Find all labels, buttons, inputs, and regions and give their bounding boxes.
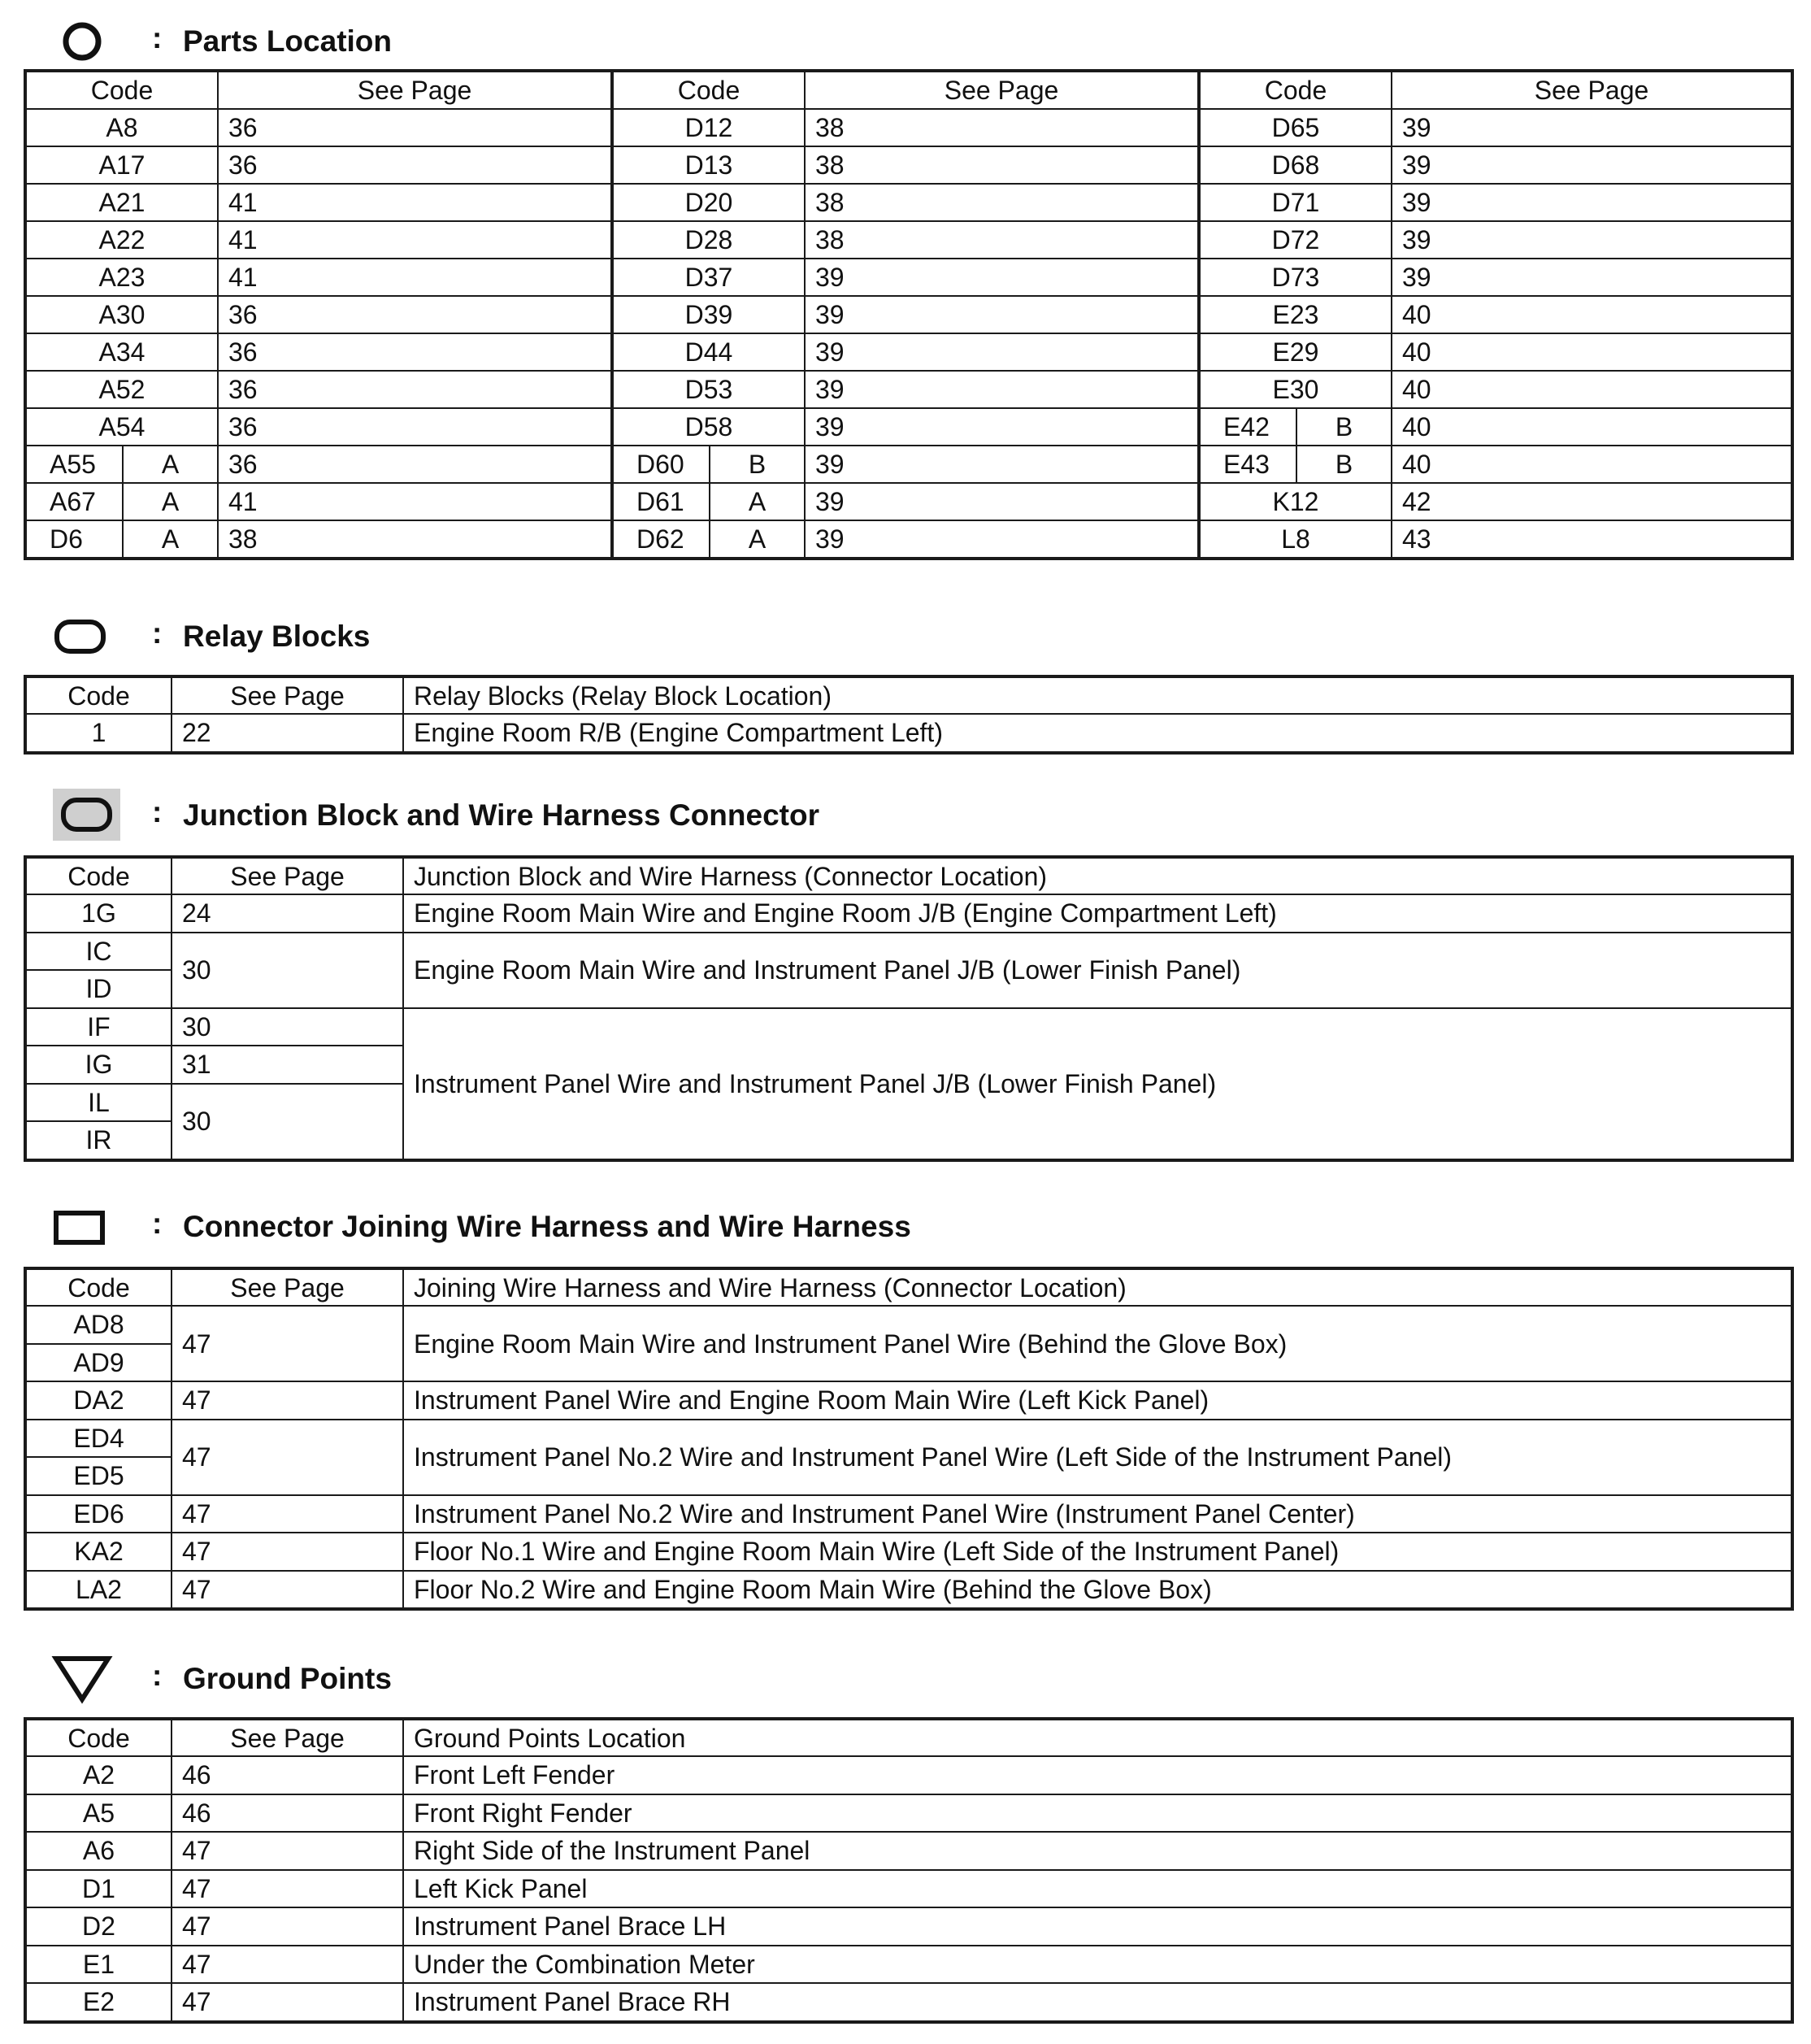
location-cell: Under the Combination Meter xyxy=(403,1946,1792,1984)
code-cell: LA2 xyxy=(25,1571,172,1610)
page-cell: 40 xyxy=(1392,371,1792,408)
table-row xyxy=(25,296,1792,333)
section-title: Junction Block and Wire Harness Connector xyxy=(183,798,819,832)
ground-points-table xyxy=(24,1717,1794,2024)
heading-colon: : xyxy=(152,21,163,54)
table-row xyxy=(25,184,1792,221)
page-cell: 36 xyxy=(218,446,612,483)
page-cell: 47 xyxy=(172,1306,403,1381)
sub-code-cell: B xyxy=(710,446,805,483)
code-cell: D72 xyxy=(1199,221,1392,259)
table-row xyxy=(25,1495,1792,1533)
table-header-row xyxy=(25,1268,1792,1306)
table-row xyxy=(25,1907,1792,1946)
code-cell: D39 xyxy=(612,296,805,333)
location-cell: Engine Room R/B (Engine Compartment Left) xyxy=(403,714,1792,753)
table-row xyxy=(25,333,1792,371)
page-cell: 38 xyxy=(218,520,612,559)
code-cell: A21 xyxy=(25,184,218,221)
table-row xyxy=(25,109,1792,146)
table-row xyxy=(25,520,1792,559)
rectangle-icon xyxy=(45,1200,130,1252)
location-cell: Left Kick Panel xyxy=(403,1870,1792,1908)
header-see-page: See Page xyxy=(172,1268,403,1306)
table-header-row xyxy=(25,857,1792,894)
code-cell: KA2 xyxy=(25,1533,172,1571)
shaded-rounded-rect-icon xyxy=(45,789,130,841)
code-cell: IF xyxy=(25,1008,172,1046)
code-cell: D13 xyxy=(612,146,805,184)
heading-colon: : xyxy=(152,1207,163,1240)
code-cell: E42 xyxy=(1199,408,1296,446)
location-cell: Instrument Panel Brace RH xyxy=(403,1983,1792,2022)
code-cell: ED6 xyxy=(25,1495,172,1533)
location-cell: Front Left Fender xyxy=(403,1756,1792,1794)
header-see-page: See Page xyxy=(172,1719,403,1756)
heading-colon: : xyxy=(152,795,163,828)
location-cell: Floor No.1 Wire and Engine Room Main Wire (Left Side of the Instrument Panel) xyxy=(403,1533,1792,1571)
page-cell: 40 xyxy=(1392,446,1792,483)
code-cell: D61 xyxy=(612,483,710,520)
section-title: Connector Joining Wire Harness and Wire Harness xyxy=(183,1210,911,1243)
code-cell: D37 xyxy=(612,259,805,296)
sub-code-cell: A xyxy=(710,483,805,520)
table-row xyxy=(25,1946,1792,1984)
code-cell: E23 xyxy=(1199,296,1392,333)
code-cell: E43 xyxy=(1199,446,1296,483)
section-title: Parts Location xyxy=(183,24,392,58)
code-cell: A2 xyxy=(25,1756,172,1794)
page-cell: 47 xyxy=(172,1983,403,2022)
table-row xyxy=(25,1870,1792,1908)
code-cell: ED5 xyxy=(25,1457,172,1495)
code-cell: A5 xyxy=(25,1794,172,1833)
page-cell: 39 xyxy=(805,371,1199,408)
sub-code-cell: A xyxy=(123,483,218,520)
table-row xyxy=(25,1571,1792,1610)
header-code: Code xyxy=(1199,71,1392,109)
page-cell: 38 xyxy=(805,146,1199,184)
page-cell: 47 xyxy=(172,1870,403,1908)
heading-colon: : xyxy=(152,616,163,650)
page-cell: 39 xyxy=(805,483,1199,520)
location-cell: Instrument Panel Wire and Instrument Panel J/B (Lower Finish Panel) xyxy=(403,1008,1792,1160)
code-cell: D60 xyxy=(612,446,710,483)
header-code: Code xyxy=(25,1268,172,1306)
rounded-rect-icon xyxy=(45,610,130,662)
page-cell: 39 xyxy=(805,259,1199,296)
page-cell: 39 xyxy=(805,333,1199,371)
location-cell: Front Right Fender xyxy=(403,1794,1792,1833)
triangle-down-icon xyxy=(45,1652,130,1704)
sub-code-cell: B xyxy=(1296,446,1392,483)
page-cell: 38 xyxy=(805,184,1199,221)
header-location: Junction Block and Wire Harness (Connector Location) xyxy=(403,857,1792,894)
section-title: Ground Points xyxy=(183,1662,392,1695)
code-cell: D12 xyxy=(612,109,805,146)
page-cell: 36 xyxy=(218,109,612,146)
page-cell: 47 xyxy=(172,1495,403,1533)
code-cell: E30 xyxy=(1199,371,1392,408)
code-cell: D28 xyxy=(612,221,805,259)
page-cell: 38 xyxy=(805,221,1199,259)
header-code: Code xyxy=(25,857,172,894)
code-cell: AD8 xyxy=(25,1306,172,1344)
page-cell: 22 xyxy=(172,714,403,753)
page-cell: 43 xyxy=(1392,520,1792,559)
page-cell: 41 xyxy=(218,184,612,221)
page-cell: 46 xyxy=(172,1794,403,1833)
table-header-row xyxy=(25,1719,1792,1756)
page-cell: 39 xyxy=(805,520,1199,559)
code-cell: A23 xyxy=(25,259,218,296)
code-cell: ID xyxy=(25,970,172,1008)
header-code: Code xyxy=(25,71,218,109)
page-cell: 39 xyxy=(1392,146,1792,184)
section-title: Relay Blocks xyxy=(183,620,371,653)
header-location: Relay Blocks (Relay Block Location) xyxy=(403,676,1792,714)
table-row xyxy=(25,221,1792,259)
location-cell: Instrument Panel No.2 Wire and Instrument Panel Wire (Instrument Panel Center) xyxy=(403,1495,1792,1533)
code-cell: E2 xyxy=(25,1983,172,2022)
header-code: Code xyxy=(25,1719,172,1756)
code-cell: D68 xyxy=(1199,146,1392,184)
page-cell: 36 xyxy=(218,146,612,184)
code-cell: 1 xyxy=(25,714,172,753)
table-row xyxy=(25,446,1792,483)
header-see-page: See Page xyxy=(1392,71,1792,109)
header-see-page: See Page xyxy=(172,676,403,714)
page-cell: 39 xyxy=(1392,184,1792,221)
page-cell: 47 xyxy=(172,1533,403,1571)
code-cell: L8 xyxy=(1199,520,1392,559)
table-row xyxy=(25,371,1792,408)
code-cell: D20 xyxy=(612,184,805,221)
table-header-row xyxy=(25,676,1792,714)
location-cell: Engine Room Main Wire and Instrument Panel Wire (Behind the Glove Box) xyxy=(403,1306,1792,1381)
table-row xyxy=(25,259,1792,296)
header-code: Code xyxy=(25,676,172,714)
table-row xyxy=(25,1832,1792,1870)
junction-block-table xyxy=(24,855,1794,1162)
code-cell: E1 xyxy=(25,1946,172,1984)
connector-joining-table xyxy=(24,1267,1794,1611)
page-cell: 47 xyxy=(172,1832,403,1870)
sub-code-cell: A xyxy=(123,446,218,483)
page-cell: 47 xyxy=(172,1946,403,1984)
page-cell: 39 xyxy=(1392,109,1792,146)
page-cell: 40 xyxy=(1392,333,1792,371)
code-cell: IC xyxy=(25,933,172,971)
code-cell: D6 xyxy=(25,520,123,559)
code-cell: D53 xyxy=(612,371,805,408)
code-cell: A52 xyxy=(25,371,218,408)
table-row xyxy=(25,933,1792,971)
location-cell: Engine Room Main Wire and Engine Room J/B (Engine Compartment Left) xyxy=(403,894,1792,933)
code-cell: D58 xyxy=(612,408,805,446)
code-cell: A55 xyxy=(25,446,123,483)
page-cell: 36 xyxy=(218,371,612,408)
table-row xyxy=(25,1420,1792,1458)
code-cell: K12 xyxy=(1199,483,1392,520)
page-cell: 41 xyxy=(218,483,612,520)
page-cell: 30 xyxy=(172,1008,403,1046)
code-cell: A54 xyxy=(25,408,218,446)
page-cell: 24 xyxy=(172,894,403,933)
code-cell: IL xyxy=(25,1084,172,1122)
code-cell: AD9 xyxy=(25,1344,172,1382)
code-cell: D65 xyxy=(1199,109,1392,146)
code-cell: A6 xyxy=(25,1832,172,1870)
table-row xyxy=(25,483,1792,520)
page-cell: 30 xyxy=(172,933,403,1008)
page-cell: 40 xyxy=(1392,296,1792,333)
table-row xyxy=(25,1794,1792,1833)
page-cell: 47 xyxy=(172,1420,403,1495)
code-cell: A8 xyxy=(25,109,218,146)
sub-code-cell: B xyxy=(1296,408,1392,446)
header-see-page: See Page xyxy=(172,857,403,894)
location-cell: Engine Room Main Wire and Instrument Panel J/B (Lower Finish Panel) xyxy=(403,933,1792,1008)
table-row xyxy=(25,1983,1792,2022)
code-cell: ED4 xyxy=(25,1420,172,1458)
page-cell: 47 xyxy=(172,1381,403,1420)
page-cell: 39 xyxy=(805,446,1199,483)
heading-colon: : xyxy=(152,1659,163,1692)
code-cell: A67 xyxy=(25,483,123,520)
code-cell: D71 xyxy=(1199,184,1392,221)
code-cell: D1 xyxy=(25,1870,172,1908)
code-cell: A17 xyxy=(25,146,218,184)
table-row xyxy=(25,146,1792,184)
page-cell: 36 xyxy=(218,333,612,371)
page-cell: 36 xyxy=(218,408,612,446)
page-cell: 47 xyxy=(172,1907,403,1946)
header-see-page: See Page xyxy=(218,71,612,109)
header-code: Code xyxy=(612,71,805,109)
page-cell: 42 xyxy=(1392,483,1792,520)
code-cell: DA2 xyxy=(25,1381,172,1420)
page-cell: 39 xyxy=(805,296,1199,333)
code-cell: 1G xyxy=(25,894,172,933)
code-cell: E29 xyxy=(1199,333,1392,371)
location-cell: Instrument Panel Wire and Engine Room Main Wire (Left Kick Panel) xyxy=(403,1381,1792,1420)
code-cell: D73 xyxy=(1199,259,1392,296)
page-cell: 39 xyxy=(1392,259,1792,296)
page-cell: 36 xyxy=(218,296,612,333)
page-cell: 30 xyxy=(172,1084,403,1160)
code-cell: IR xyxy=(25,1121,172,1160)
code-cell: A22 xyxy=(25,221,218,259)
location-cell: Floor No.2 Wire and Engine Room Main Wire (Behind the Glove Box) xyxy=(403,1571,1792,1610)
code-cell: D2 xyxy=(25,1907,172,1946)
table-row xyxy=(25,1008,1792,1046)
sub-code-cell: A xyxy=(123,520,218,559)
table-row xyxy=(25,1533,1792,1571)
table-row xyxy=(25,1756,1792,1794)
page-cell: 39 xyxy=(1392,221,1792,259)
code-cell: IG xyxy=(25,1046,172,1084)
sub-code-cell: A xyxy=(710,520,805,559)
page-cell: 46 xyxy=(172,1756,403,1794)
location-cell: Instrument Panel No.2 Wire and Instrument Panel Wire (Left Side of the Instrument Panel) xyxy=(403,1420,1792,1495)
location-cell: Instrument Panel Brace LH xyxy=(403,1907,1792,1946)
header-see-page: See Page xyxy=(805,71,1199,109)
code-cell: D62 xyxy=(612,520,710,559)
page-cell: 41 xyxy=(218,259,612,296)
page-cell: 47 xyxy=(172,1571,403,1610)
relay-blocks-table xyxy=(24,675,1794,755)
table-row xyxy=(25,408,1792,446)
page-cell: 41 xyxy=(218,221,612,259)
page-cell: 40 xyxy=(1392,408,1792,446)
page-cell: 38 xyxy=(805,109,1199,146)
table-row xyxy=(25,1381,1792,1420)
page-cell: 31 xyxy=(172,1046,403,1084)
header-location: Ground Points Location xyxy=(403,1719,1792,1756)
header-location: Joining Wire Harness and Wire Harness (Connector Location) xyxy=(403,1268,1792,1306)
table-row xyxy=(25,1306,1792,1344)
table-row xyxy=(25,714,1792,753)
table-row xyxy=(25,894,1792,933)
location-cell: Right Side of the Instrument Panel xyxy=(403,1832,1792,1870)
page-cell: 39 xyxy=(805,408,1199,446)
code-cell: A30 xyxy=(25,296,218,333)
table-header-row xyxy=(25,71,1792,109)
circle-icon xyxy=(45,15,130,67)
parts-location-table xyxy=(24,69,1794,560)
code-cell: D44 xyxy=(612,333,805,371)
code-cell: A34 xyxy=(25,333,218,371)
